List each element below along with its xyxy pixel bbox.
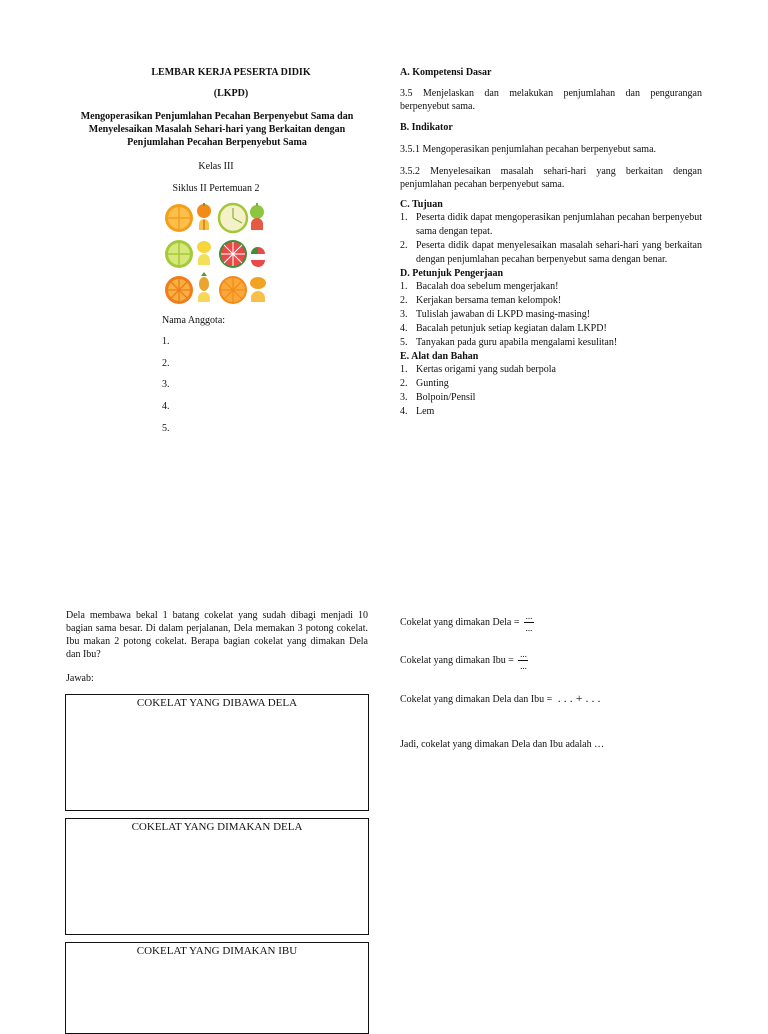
member-line-4[interactable]: 4. [162, 401, 170, 412]
item-text: Bacalah petunjuk setiap kegiatan dalam LKPD! [416, 323, 607, 334]
worksheet-title: LEMBAR KERJA PESERTA DIDIK [151, 67, 311, 78]
answer-total [400, 692, 601, 706]
item-text: Bacalah doa sebelum mengerjakan! [416, 281, 559, 292]
numerator-blank: ... [520, 649, 527, 659]
subtitle-line: Mengoperasikan Penjumlahan Pecahan Berpenyebut Sama dan [80, 111, 354, 122]
indicator-1: 3.5.1 Mengoperasikan penjumlahan pecahan berpenyebut sama. [400, 144, 657, 155]
member-line-3[interactable]: 3. [162, 379, 170, 390]
box-caption: COKELAT YANG DIBAWA DELA [136, 697, 298, 709]
fruit-fractions-illustration [163, 202, 273, 306]
answer-label: Jawab: [66, 673, 94, 684]
list-item [400, 391, 702, 405]
item-text: Peserta didik dapat menyelesaikan masalah sehari-hari yang berkaitan dengan penjumlahan pecahan berpenyebut sama dengan benar. [416, 240, 702, 265]
item-text: Peserta didik dapat mengoperasikan penjumlahan pecahan berpenyebut sama dengan tepat. [416, 212, 702, 237]
conclusion: Jadi, cokelat yang dimakan Dela dan Ibu adalah … [400, 739, 605, 750]
list-item [400, 211, 702, 239]
list-item [400, 322, 702, 336]
indicator-2: 3.5.2 Menyelesaikan masalah sehari-hari yang berkaitan dengan penjumlahan pecahan berpenyebut sama. [400, 166, 702, 190]
section-b-heading: B. Indikator [400, 122, 453, 133]
member-line-2[interactable]: 2. [162, 358, 170, 369]
materials-list [400, 363, 702, 419]
problem-text: Dela membawa bekal 1 batang cokelat yang sudah dibagi menjadi 10 bagian sama besar. Di dalam perjalanan, Dela memakan 3 potong cokelat. Ibu makan 2 potong cokelat. Berapa bagian cokelat yang dimakan Dela dan Ibu? [66, 610, 368, 660]
instructions-list [400, 280, 702, 350]
fraction-blank[interactable] [518, 650, 528, 671]
item-number: 4. [400, 406, 408, 417]
answer-total-label: Cokelat yang dimakan Dela dan Ibu = [400, 694, 553, 705]
answer-mother-label: Cokelat yang dimakan Ibu = [400, 654, 514, 666]
item-number: 3. [400, 309, 408, 320]
answer-mother [400, 650, 528, 671]
fraction-blank[interactable] [524, 612, 534, 633]
item-number: 4. [400, 323, 408, 334]
list-item [400, 280, 702, 294]
item-number: 2. [400, 240, 408, 251]
worksheet-abbr: (LKPD) [213, 88, 249, 99]
answer-box-dela-brought[interactable] [65, 694, 369, 811]
list-item [400, 405, 702, 419]
worksheet-subtitle [62, 110, 372, 149]
item-text: Kerjakan bersama teman kelompok! [416, 295, 562, 306]
section-a-heading: A. Kompetensi Dasar [400, 67, 492, 78]
right-column [400, 66, 702, 419]
cycle-label: Siklus II Pertemuan 2 [172, 183, 260, 194]
denominator-blank: ... [520, 661, 527, 671]
list-item [400, 294, 702, 308]
section-c-heading: C. Tujuan [400, 199, 443, 210]
item-text: Kertas origami yang sudah berpola [416, 364, 556, 375]
item-text: Tanyakan pada guru apabila mengalami kesulitan! [416, 337, 618, 348]
class-label: Kelas III [198, 161, 234, 172]
goals-list [400, 211, 702, 267]
item-number: 1. [400, 212, 408, 223]
subtitle-line: Menyelesaikan Masalah Sehari-hari yang Berkaitan dengan [88, 124, 346, 135]
member-line-1[interactable]: 1. [162, 336, 170, 347]
answer-dela-label: Cokelat yang dimakan Dela = [400, 616, 520, 628]
item-number: 2. [400, 295, 408, 306]
item-number: 2. [400, 378, 408, 389]
list-item [400, 239, 702, 267]
item-text: Gunting [416, 378, 449, 389]
box-caption: COKELAT YANG DIMAKAN DELA [131, 821, 303, 833]
section-e-heading: E. Alat dan Bahan [400, 351, 479, 362]
list-item [400, 336, 702, 350]
numerator-blank: ... [525, 611, 533, 621]
denominator-blank: ... [525, 623, 533, 633]
answer-dela [400, 612, 534, 633]
item-text: Bolpoin/Pensil [416, 392, 476, 403]
list-item [400, 363, 702, 377]
answer-box-dela-ate[interactable] [65, 818, 369, 935]
item-number: 3. [400, 392, 408, 403]
item-number: 1. [400, 364, 408, 375]
member-line-5[interactable]: 5. [162, 423, 170, 434]
list-item [400, 308, 702, 322]
members-label: Nama Anggota: [162, 315, 226, 326]
subtitle-line: Penjumlahan Pecahan Berpenyebut Sama [127, 137, 307, 148]
item-number: 1. [400, 281, 408, 292]
section-d-heading: D. Petunjuk Pengerjaan [400, 268, 504, 279]
section-a-text: 3.5 Menjelaskan dan melakukan penjumlahan dan pengurangan berpenyebut sama. [400, 88, 702, 112]
item-number: 5. [400, 337, 408, 348]
box-caption: COKELAT YANG DIMAKAN IBU [136, 945, 298, 957]
item-text: Tulislah jawaban di LKPD masing-masing! [416, 309, 591, 320]
item-text: Lem [416, 406, 435, 417]
answer-box-mother-ate[interactable] [65, 942, 369, 1034]
sum-expression-blank[interactable]: . . . + . . . [557, 691, 601, 705]
list-item [400, 377, 702, 391]
